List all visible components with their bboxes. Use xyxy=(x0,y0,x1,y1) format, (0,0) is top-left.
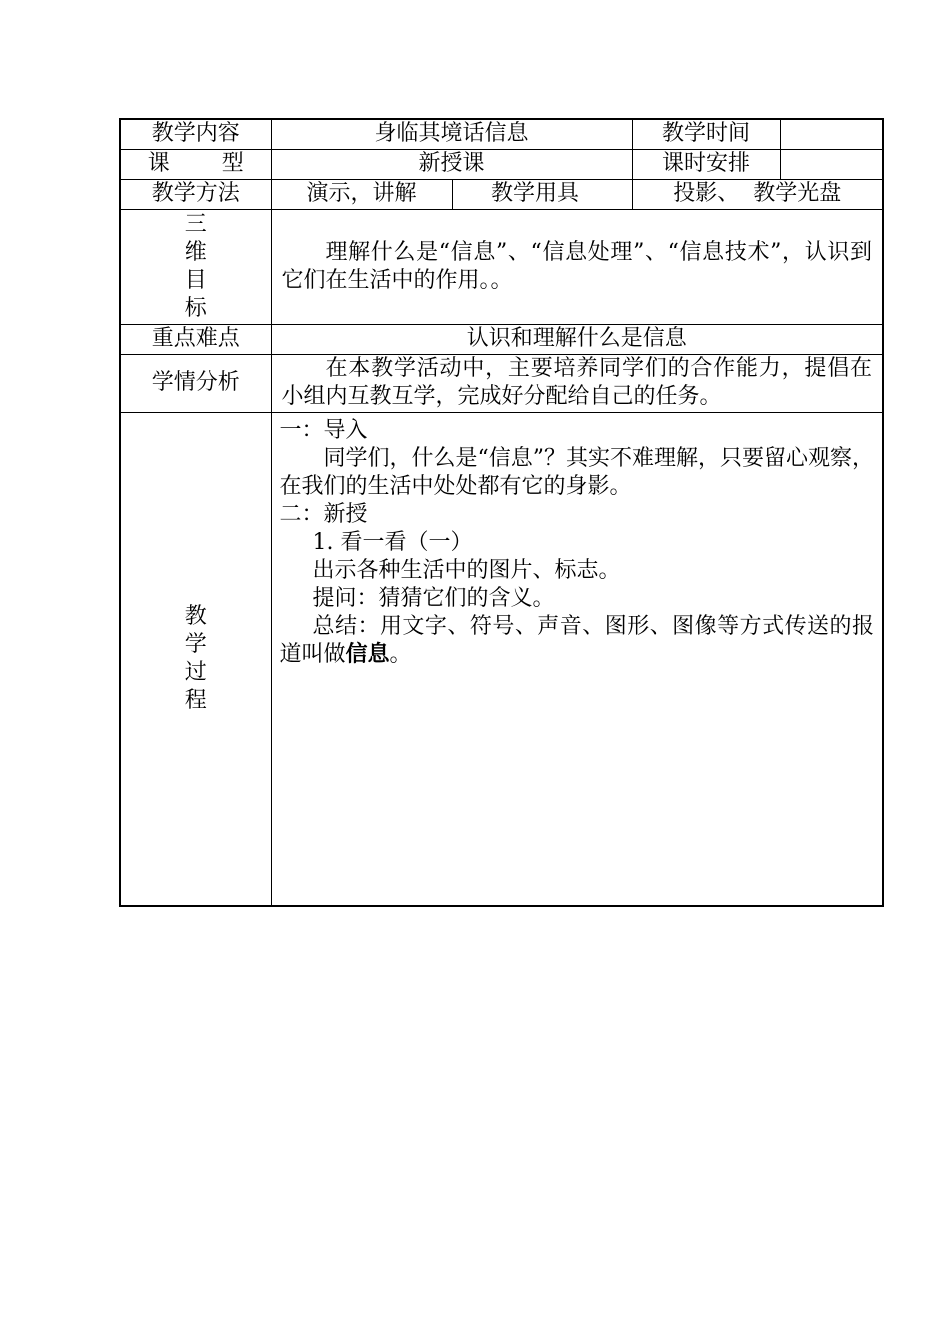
goals-text: 理解什么是“信息”、“信息处理”、“信息技术”，认识到它们在生活中的作用。。 xyxy=(271,209,883,324)
goals-label-char: 标 xyxy=(184,295,207,321)
step1-ask: 提问：猜猜它们的含义。 xyxy=(312,585,555,611)
goals-label xyxy=(120,209,271,324)
lesson-plan-table xyxy=(119,118,884,907)
process-label-char: 学 xyxy=(184,631,207,657)
row-type xyxy=(120,149,883,179)
step1-show: 出示各种生活中的图片、标志。 xyxy=(312,557,621,583)
goals-label-char: 三 xyxy=(184,211,207,237)
method-value: 演示，讲解 xyxy=(271,179,452,209)
content-label: 教学内容 xyxy=(120,119,271,149)
analysis-label: 学情分析 xyxy=(120,354,271,412)
row-content xyxy=(120,119,883,149)
tools-value: 投影、 教学光盘 xyxy=(632,179,883,209)
process-label-char: 过 xyxy=(184,659,207,685)
content-value: 身临其境话信息 xyxy=(271,119,632,149)
type-label xyxy=(120,149,271,179)
step1-summary-prefix: 总结：用文字、符号、声音、图形、图像等方式传送的报道叫做 xyxy=(279,613,875,667)
section1-title: 一：导入 xyxy=(279,417,368,443)
row-process xyxy=(120,412,883,906)
step1-summary xyxy=(280,613,875,669)
type-value: 新授课 xyxy=(271,149,632,179)
time-value xyxy=(780,119,883,149)
row-key-points xyxy=(120,324,883,354)
type-label-char-1: 课 xyxy=(147,151,170,176)
time-label: 教学时间 xyxy=(632,119,780,149)
key-points-label: 重点难点 xyxy=(120,324,271,354)
step1-summary-suffix: 。 xyxy=(389,641,412,667)
section2-title: 二：新授 xyxy=(279,501,368,527)
step1-title: 1. 看一看（一） xyxy=(312,529,473,555)
goals-label-char: 维 xyxy=(184,239,207,265)
process-label xyxy=(120,412,271,906)
row-goals xyxy=(120,209,883,324)
goals-label-char: 目 xyxy=(184,267,207,293)
method-label: 教学方法 xyxy=(120,179,271,209)
key-points-text: 认识和理解什么是信息 xyxy=(271,324,883,354)
row-analysis xyxy=(120,354,883,412)
step1-summary-bold: 信息 xyxy=(345,641,390,667)
schedule-label: 课时安排 xyxy=(632,149,780,179)
row-method xyxy=(120,179,883,209)
process-label-char: 程 xyxy=(184,687,207,713)
process-content xyxy=(271,412,883,906)
schedule-value xyxy=(780,149,883,179)
analysis-text: 在本教学活动中，主要培养同学们的合作能力，提倡在小组内互教互学，完成好分配给自己的任务。 xyxy=(271,354,883,412)
type-label-char-2: 型 xyxy=(221,151,244,176)
tools-label: 教学用具 xyxy=(452,179,632,209)
process-label-char: 教 xyxy=(184,603,207,629)
section1-text: 同学们，什么是“信息”？其实不难理解，只要留心观察，在我们的生活中处处都有它的身影。 xyxy=(279,445,875,499)
